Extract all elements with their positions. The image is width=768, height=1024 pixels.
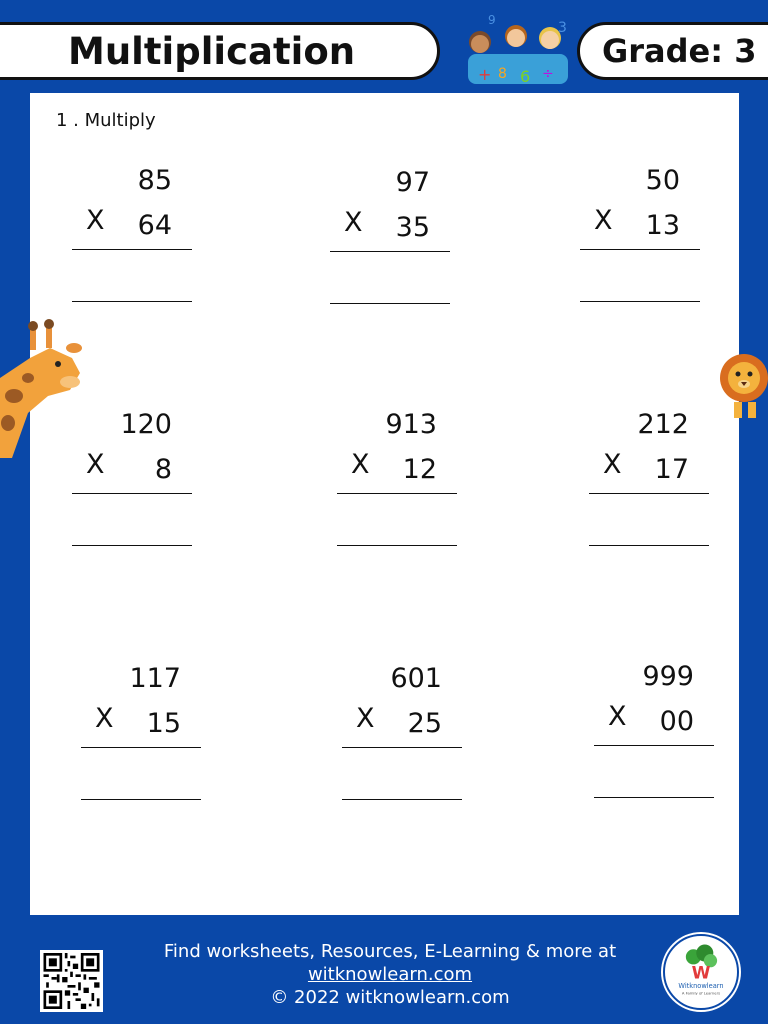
witknowlearn-logo[interactable] (663, 934, 739, 1010)
instruction-label: 1 . Multiply (56, 110, 156, 131)
svg-text:9: 9 (488, 13, 496, 27)
problem-9 (594, 661, 714, 801)
worksheet-sheet (30, 93, 739, 915)
svg-text:8: 8 (498, 66, 507, 82)
lion-illustration (714, 350, 768, 422)
svg-text:+: + (478, 65, 492, 84)
answer-line[interactable] (594, 797, 714, 798)
svg-text:÷: ÷ (542, 66, 554, 82)
times-sign: X (95, 703, 114, 734)
times-sign: X (608, 701, 627, 732)
multiplicand: 212 (637, 409, 689, 440)
svg-text:6: 6 (520, 67, 531, 86)
qr-code-icon[interactable] (40, 950, 103, 1012)
problem-2 (330, 167, 450, 307)
svg-text:3: 3 (558, 20, 567, 36)
problem-6 (589, 409, 709, 549)
page-title: Multiplication (68, 29, 356, 73)
problem-3 (580, 165, 700, 305)
answer-line[interactable] (72, 301, 192, 302)
times-sign: X (344, 207, 363, 238)
footer-tagline: Find worksheets, Resources, E-Learning & more at (163, 941, 617, 962)
product-rule (589, 493, 709, 494)
multiplier: 35 (395, 212, 430, 243)
multiplier: 12 (402, 454, 437, 485)
answer-line[interactable] (580, 301, 700, 302)
multiplicand: 913 (385, 409, 437, 440)
problem-8 (342, 663, 462, 803)
times-sign: X (351, 449, 370, 480)
problem-4 (72, 409, 192, 549)
giraffe-illustration (0, 318, 85, 458)
title-banner (0, 22, 440, 80)
product-rule (594, 745, 714, 746)
product-rule (330, 251, 450, 252)
answer-line[interactable] (589, 545, 709, 546)
multiplicand: 999 (642, 661, 694, 692)
answer-line[interactable] (330, 303, 450, 304)
problem-7 (81, 663, 201, 803)
product-rule (81, 747, 201, 748)
grade-banner (577, 22, 768, 80)
grade-label: Grade: 3 (602, 32, 757, 70)
multiplicand: 50 (645, 165, 680, 196)
multiplier: 17 (654, 454, 689, 485)
product-rule (72, 249, 192, 250)
times-sign: X (356, 703, 375, 734)
times-sign: X (594, 205, 613, 236)
problem-5 (337, 409, 457, 549)
svg-text:W: W (691, 963, 711, 984)
product-rule (337, 493, 457, 494)
times-sign: X (603, 449, 622, 480)
answer-line[interactable] (72, 545, 192, 546)
product-rule (342, 747, 462, 748)
multiplier: 00 (659, 706, 694, 737)
logo-tagline: A Family of Learners (681, 990, 721, 996)
answer-line[interactable] (81, 799, 201, 800)
multiplicand: 601 (390, 663, 442, 694)
multiplicand: 117 (129, 663, 181, 694)
answer-line[interactable] (342, 799, 462, 800)
multiplier: 64 (137, 210, 172, 241)
multiplier: 25 (407, 708, 442, 739)
multiplicand: 85 (137, 165, 172, 196)
kids-numbers-illustration (458, 12, 578, 92)
problem-1 (72, 165, 192, 305)
footer (120, 940, 660, 1009)
website-link[interactable]: witknowlearn.com (307, 964, 473, 985)
multiplier: 15 (146, 708, 181, 739)
answer-line[interactable] (337, 545, 457, 546)
multiplicand: 120 (120, 409, 172, 440)
multiplicand: 97 (395, 167, 430, 198)
product-rule (72, 493, 192, 494)
product-rule (580, 249, 700, 250)
times-sign: X (86, 449, 105, 480)
multiplier: 8 (154, 454, 172, 485)
copyright-text: © 2022 witknowlearn.com (270, 987, 510, 1008)
times-sign: X (86, 205, 105, 236)
logo-name: Witknowlearn (678, 982, 724, 991)
multiplier: 13 (645, 210, 680, 241)
